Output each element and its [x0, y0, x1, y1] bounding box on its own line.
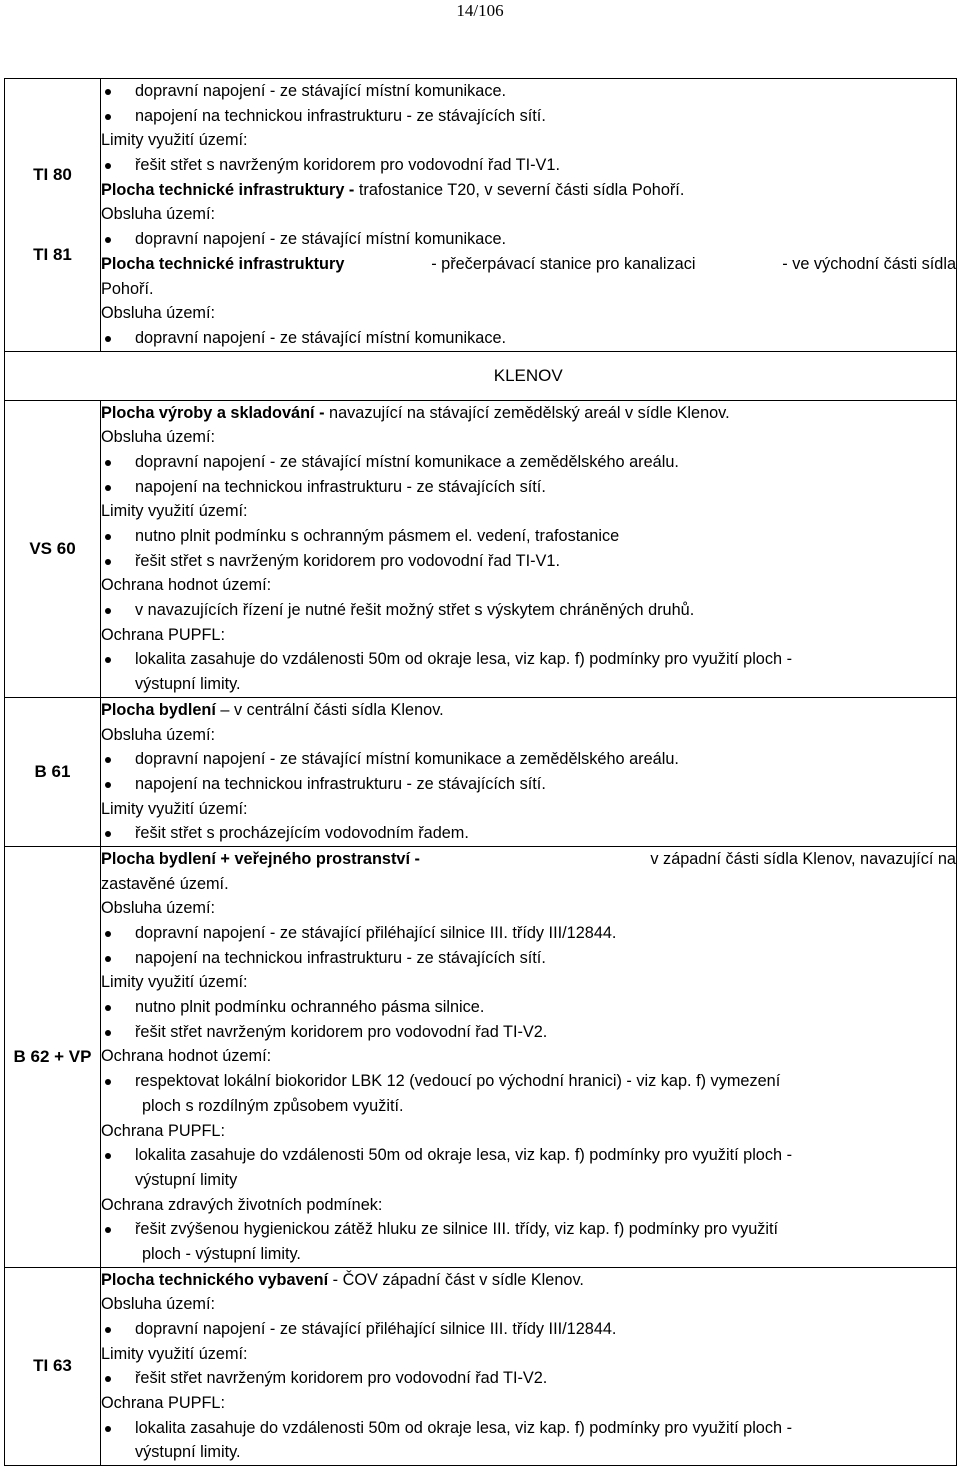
plot-heading-cont: zastavěné území.	[101, 874, 229, 893]
section-label: Limity využití území:	[101, 973, 248, 992]
plot-code: B 62 + VP	[13, 1046, 92, 1066]
list-item: dopravní napojení - ze stávající místní komunikace a zemědělského areálu.	[101, 450, 956, 475]
plot-heading	[101, 1268, 956, 1293]
list-item: řešit střet s navrženým koridorem pro vodovodní řad TI-V1.	[101, 153, 956, 178]
section-label: Obsluha území:	[101, 899, 216, 918]
plot-description	[101, 697, 957, 846]
section-label: Ochrana PUPFL:	[101, 1121, 225, 1140]
list-item: řešit zvýšenou hygienickou zátěž hluku ze silnice III. třídy, viz kap. f) podmínky pro využití	[101, 1217, 956, 1242]
section-label: Obsluha území:	[101, 205, 216, 224]
section-label: Obsluha území:	[101, 428, 216, 447]
plot-heading-text: - přečerpávací stanice pro kanalizaci	[431, 254, 696, 273]
plot-heading	[101, 401, 956, 426]
section-label: Obsluha území:	[101, 725, 216, 744]
list-item: dopravní napojení - ze stávající místní komunikace.	[101, 326, 956, 351]
plot-heading-cont: Pohoří.	[101, 279, 154, 298]
plot-heading-text: trafostanice T20, v severní části sídla Pohoří.	[358, 180, 685, 199]
list-item: v navazujících řízení je nutné řešit možný střet s výskytem chráněných druhů.	[101, 598, 956, 623]
list-item: dopravní napojení - ze stávající místní komunikace.	[101, 227, 956, 252]
list-item: dopravní napojení - ze stávající přiléhající silnice III. třídy III/12844.	[101, 1317, 956, 1342]
list-item: dopravní napojení - ze stávající místní komunikace a zemědělského areálu.	[101, 747, 956, 772]
table-row	[5, 79, 957, 352]
section-label: Obsluha území:	[101, 1295, 216, 1314]
section-label: Ochrana hodnot území:	[101, 1047, 272, 1066]
plot-heading	[101, 847, 956, 872]
plot-heading-text: - ČOV západní část v sídle Klenov.	[328, 1270, 584, 1289]
section-label: Ochrana PUPFL:	[101, 625, 225, 644]
list-item: napojení na technickou infrastrukturu - ze stávajících sítí.	[101, 772, 956, 797]
plot-code-cell	[5, 1267, 101, 1466]
section-label: Limity využití území:	[101, 502, 248, 521]
table-row	[5, 400, 957, 697]
plot-heading-bold: Plocha výroby a skladování -	[101, 403, 325, 422]
list-item: napojení na technickou infrastrukturu - ze stávajících sítí.	[101, 104, 956, 129]
list-item: dopravní napojení - ze stávající místní komunikace.	[101, 79, 956, 104]
list-item-cont: ploch - výstupní limity.	[142, 1244, 301, 1263]
section-title	[101, 351, 957, 400]
plot-heading-text: v západní části sídla Klenov, navazující na	[650, 849, 956, 868]
plot-heading-text: - ve východní části sídla	[782, 254, 956, 273]
table-row	[5, 351, 957, 400]
plot-heading-text: navazující na stávající zemědělský areál v sídle Klenov.	[324, 403, 730, 422]
plot-code: B 61	[34, 761, 71, 781]
table-row	[5, 1267, 957, 1466]
section-title-text: KLENOV	[493, 365, 563, 385]
list-item: lokalita zasahuje do vzdálenosti 50m od okraje lesa, viz kap. f) podmínky pro využití ploch -	[101, 1143, 956, 1168]
section-label: Ochrana zdravých životních podmínek:	[101, 1195, 383, 1214]
plot-code: TI 81	[33, 244, 72, 264]
plot-heading-text: – v centrální části sídla Klenov.	[215, 700, 444, 719]
plot-heading-bold: Plocha bydlení + veřejného prostranství -	[101, 849, 420, 868]
plot-heading-bold: Plocha technické infrastruktury	[101, 254, 345, 273]
plot-code-cell	[5, 697, 101, 846]
list-item: řešit střet s navrženým koridorem pro vodovodní řad TI-V1.	[101, 549, 956, 574]
list-item: nutno plnit podmínku ochranného pásma silnice.	[101, 995, 956, 1020]
section-label: Limity využití území:	[101, 1344, 248, 1363]
list-item: řešit střet navrženým koridorem pro vodovodní řad TI-V2.	[101, 1020, 956, 1045]
plot-description	[101, 1267, 957, 1466]
list-item: napojení na technickou infrastrukturu - ze stávajících sítí.	[101, 946, 956, 971]
list-item: lokalita zasahuje do vzdálenosti 50m od okraje lesa, viz kap. f) podmínky pro využití ploch -	[101, 1416, 956, 1441]
plot-heading-bold: Plocha technické infrastruktury	[101, 180, 345, 199]
plot-code: VS 60	[29, 538, 76, 558]
regulation-table	[4, 78, 957, 1466]
plot-heading-bold: Plocha technického vybavení	[101, 1270, 329, 1289]
list-item-cont: výstupní limity.	[135, 1443, 241, 1462]
list-item-cont: ploch s rozdílným způsobem využití.	[142, 1096, 404, 1115]
plot-description	[101, 846, 957, 1267]
section-label: Ochrana PUPFL:	[101, 1394, 225, 1413]
list-item: lokalita zasahuje do vzdálenosti 50m od okraje lesa, viz kap. f) podmínky pro využití ploch -	[101, 647, 956, 672]
plot-code-cell	[5, 846, 101, 1267]
section-label: Ochrana hodnot území:	[101, 576, 272, 595]
list-item-cont: výstupní limity.	[135, 675, 241, 694]
list-item: řešit střet s procházejícím vodovodním řadem.	[101, 821, 956, 846]
page-number: 14/106	[456, 1, 504, 20]
plot-code: TI 80	[33, 164, 72, 184]
section-label: Limity využití území:	[101, 799, 248, 818]
section-label: Limity využití území:	[101, 131, 248, 150]
list-item: dopravní napojení - ze stávající přiléhající silnice III. třídy III/12844.	[101, 921, 956, 946]
plot-heading	[101, 178, 956, 203]
list-item: respektovat lokální biokoridor LBK 12 (vedoucí po východní hranici) - viz kap. f) vymezení	[101, 1069, 956, 1094]
table-row	[5, 846, 957, 1267]
plot-heading	[101, 252, 956, 277]
list-item-cont: výstupní limity	[135, 1170, 238, 1189]
plot-heading-bold: Plocha bydlení	[101, 700, 216, 719]
section-label: Obsluha území:	[101, 304, 216, 323]
plot-description	[101, 400, 957, 697]
list-item: nutno plnit podmínku s ochranným pásmem el. vedení, trafostanice	[101, 524, 956, 549]
plot-code: TI 63	[33, 1356, 72, 1376]
plot-description	[101, 79, 957, 352]
plot-code-cell	[5, 400, 101, 697]
list-item: řešit střet navrženým koridorem pro vodovodní řad TI-V2.	[101, 1366, 956, 1391]
plot-heading	[101, 698, 956, 723]
plot-heading-dash: -	[344, 180, 359, 199]
list-item: napojení na technickou infrastrukturu - ze stávajících sítí.	[101, 475, 956, 500]
plot-code-cell	[5, 79, 101, 352]
table-row	[5, 697, 957, 846]
